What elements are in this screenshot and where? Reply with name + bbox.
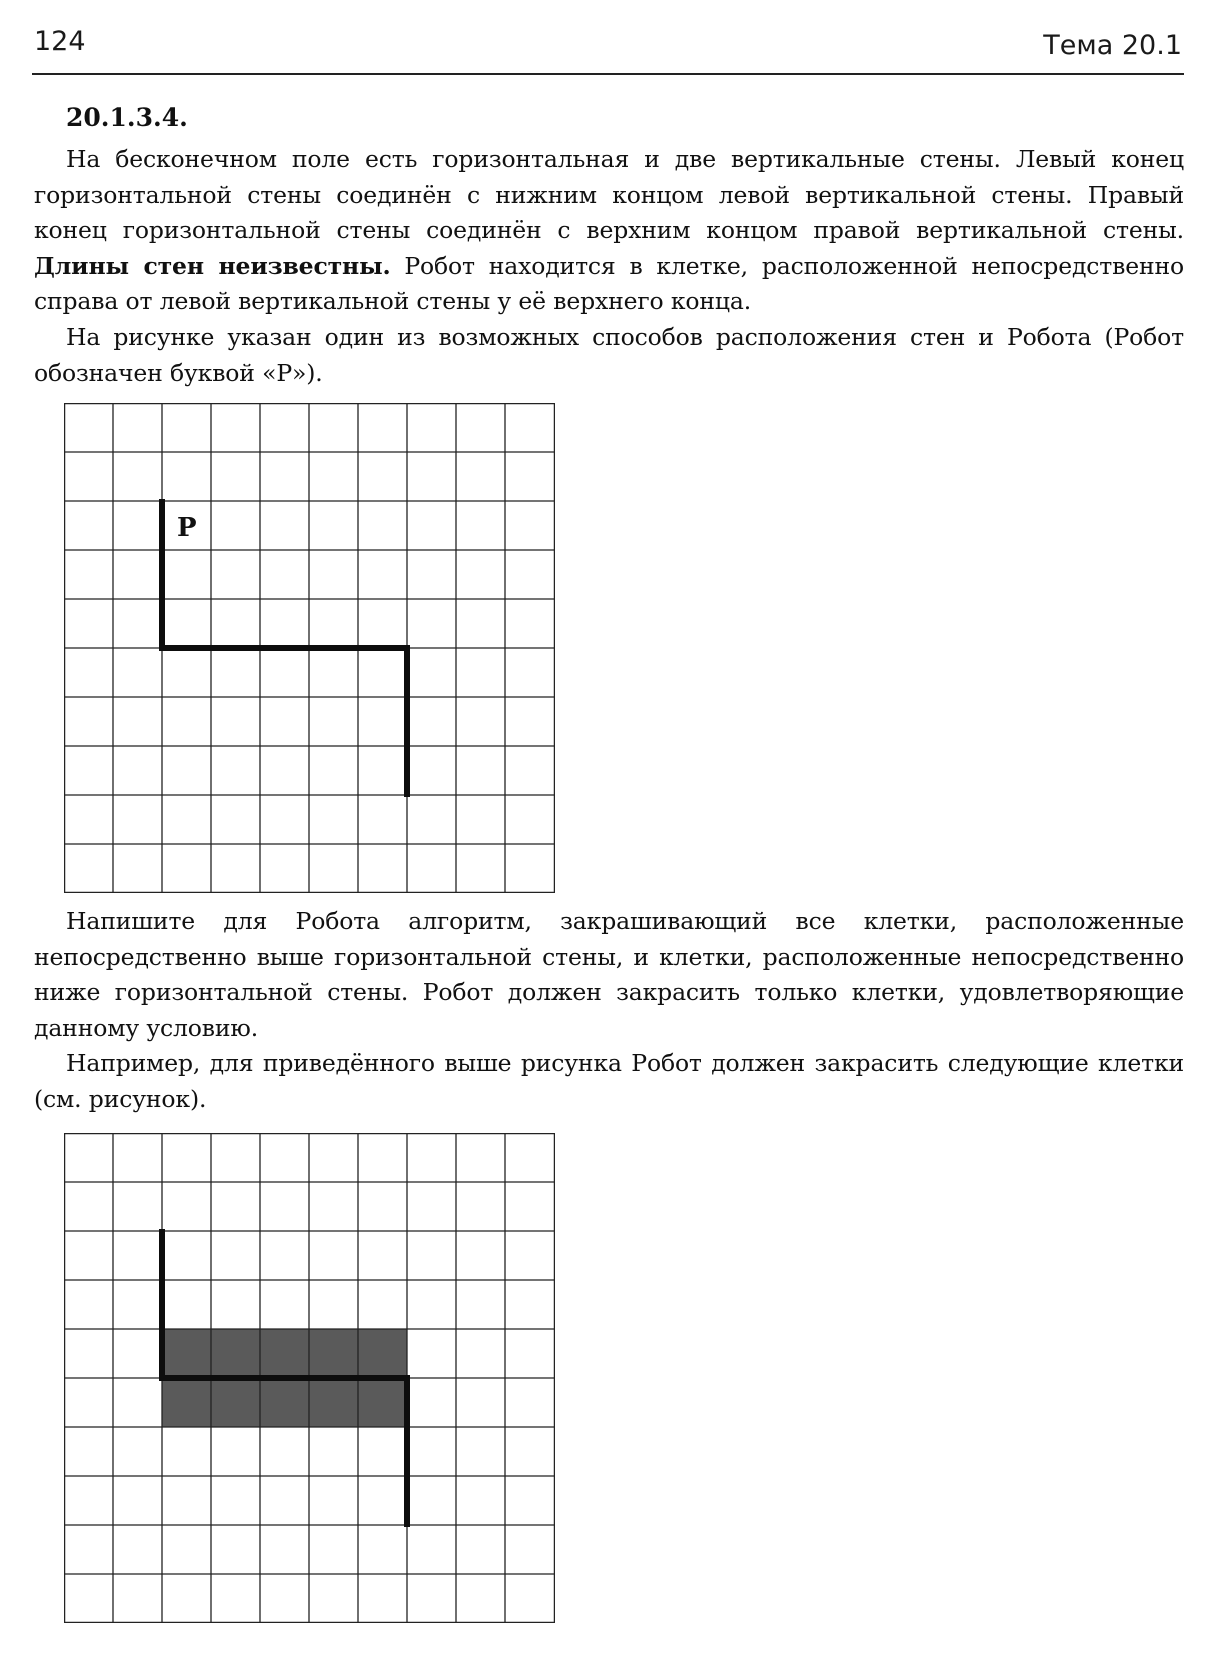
- shaded-cell: [309, 1378, 358, 1427]
- task-text-part1: На бесконечном поле есть горизонтальная и две вертикальные стены. Левый конец горизонтальной стены соединён с нижним концом левой вертикальной стены. Правый конец горизонтальной стены соединён с верхним концом правой вертикальной стены.: [34, 145, 1184, 244]
- task-text-bold: Длины стен неизвестны.: [34, 251, 391, 280]
- task-text-part2: Робот находится в клетке, расположенной непосредственно справа от левой вертикальной стены у её верхнего конца.: [34, 251, 1184, 315]
- shaded-cell: [260, 1378, 309, 1427]
- shaded-cell: [358, 1329, 407, 1378]
- robot-marker: Р: [177, 513, 197, 543]
- shaded-cell: [162, 1329, 211, 1378]
- example-intro: Например, для приведённого выше рисунка Робот должен закрасить следующие клетки (см. рисунок).: [34, 1049, 1184, 1113]
- walls: [162, 1232, 407, 1524]
- shaded-cell: [162, 1378, 211, 1427]
- robot-field-result: [64, 1133, 555, 1623]
- topic-label: Тема 20.1: [1043, 30, 1182, 61]
- shaded-cell: [260, 1329, 309, 1378]
- task-number: 20.1.3.4.: [66, 103, 188, 132]
- task-description: [34, 142, 1184, 320]
- walls: [162, 502, 407, 794]
- header-divider: [32, 73, 1184, 75]
- figure-intro: На рисунке указан один из возможных способов расположения стен и Робота (Робот обозначен буквой «Р»).: [34, 323, 1184, 387]
- robot-field-initial: [64, 403, 555, 893]
- page-number: 124: [34, 26, 86, 57]
- shaded-cell: [358, 1378, 407, 1427]
- shaded-cell: [309, 1329, 358, 1378]
- shaded-cell: [211, 1329, 260, 1378]
- algorithm-task: Напишите для Робота алгоритм, закрашивающий все клетки, расположенные непосредственно выше горизонтальной стены, и клетки, расположенные непосредственно ниже горизонтальной стены. Робот должен закрасить только клетки, удовлетворяющие данному условию.: [34, 907, 1184, 1042]
- field-initial-svg: [64, 403, 555, 893]
- field-result-svg: [64, 1133, 555, 1623]
- shaded-cell: [211, 1378, 260, 1427]
